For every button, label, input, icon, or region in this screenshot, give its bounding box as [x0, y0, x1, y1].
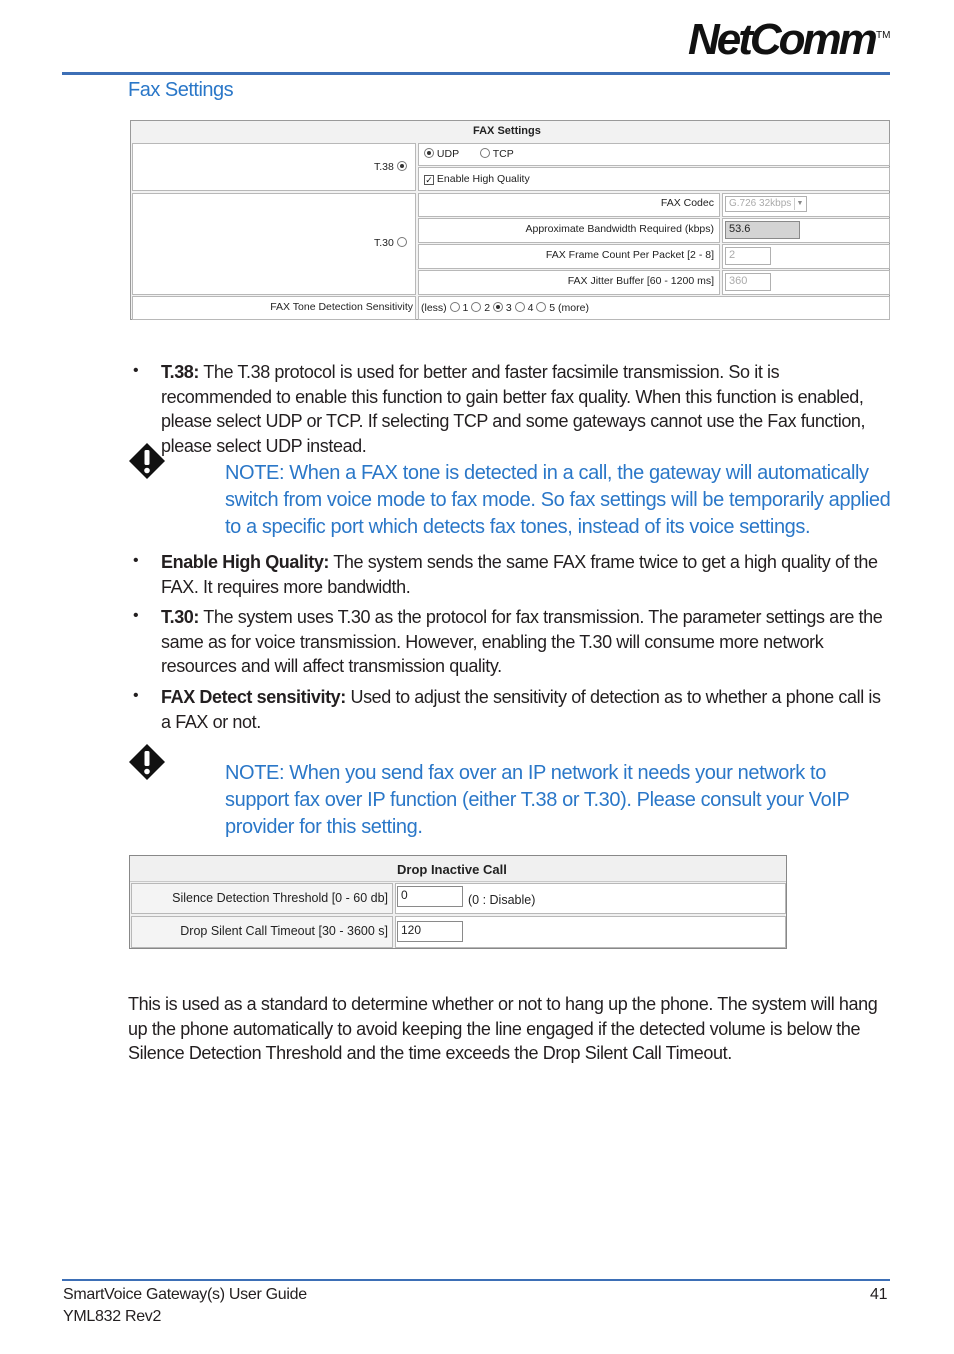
silence-label: Silence Detection Threshold [0 - 60 db]: [172, 891, 388, 905]
timeout-label: Drop Silent Call Timeout [30 - 3600 s]: [180, 924, 388, 938]
high-quality-checkbox[interactable]: ✓: [425, 175, 433, 185]
note-fax-tone: NOTE: When a FAX tone is detected in a call, the gateway will automatically switch from voice mode to fax mode. So fax settings will be temporarily applied to a specific port which detects fax tones, instead of its voice settings.: [225, 462, 891, 538]
udp-option[interactable]: [424, 148, 459, 160]
tcp-option[interactable]: [480, 148, 514, 160]
drop-inactive-call-panel: [129, 855, 787, 949]
t38-radio[interactable]: [397, 161, 407, 171]
footer-rule: [62, 1279, 890, 1281]
high-quality-option[interactable]: [424, 173, 530, 185]
frame-count-label: FAX Frame Count Per Packet [2 - 8]: [545, 249, 714, 261]
bullet-dot: •: [133, 607, 139, 624]
codec-label: FAX Codec: [660, 197, 714, 209]
high-quality-label: Enable High Quality: [436, 173, 530, 185]
section-title: Fax Settings: [128, 79, 234, 101]
tone-options: [421, 302, 589, 314]
bullet-text: The system uses T.30 as the protocol for fax transmission. The parameter settings are the same as for voice transmission. However, enabling the T.30 will consume more network resources and will affect transmission quality.: [161, 607, 883, 676]
drop-panel-divider: [130, 881, 786, 882]
tone-option-2: 2: [484, 302, 491, 314]
bullet-text: The T.38 protocol is used for better and faster facsimile transmission. So it is recommended to enable this function to gain better fax quality. When this function is enabled, please select UDP or TCP. If selecting TCP and some gateways cannot use the Fax function, please select UDP instead.: [161, 362, 866, 456]
tone-radio-2[interactable]: [471, 302, 481, 312]
bullet-text: The system sends the same FAX frame twice to get a high quality of the FAX. It requires more bandwidth.: [161, 552, 878, 597]
codec-value: G.726 32kbps: [729, 198, 792, 209]
tone-option-5: 5: [549, 302, 556, 314]
tone-less-label: (less): [421, 302, 447, 314]
tone-radio-4[interactable]: [515, 302, 525, 312]
bullet-dot: •: [133, 687, 139, 704]
drop-call-description: This is used as a standard to determine whether or not to hang up the phone. The system will hang up the phone automatically to avoid keeping the line engaged if the detected volume is below the Silence Detection Threshold and the time exceeds the Drop Silent Call Timeout.: [128, 994, 878, 1063]
silence-hint: (0 : Disable): [468, 893, 536, 907]
silent-call-timeout-input[interactable]: 120: [397, 921, 463, 942]
silence-threshold-input[interactable]: 0: [397, 886, 463, 907]
netcomm-logo: NetComm: [688, 15, 875, 64]
codec-select[interactable]: [725, 196, 807, 212]
bullet-term: T.30:: [161, 607, 200, 627]
tcp-label: TCP: [492, 148, 514, 160]
bullet-high-quality: [161, 550, 891, 599]
footer-revision: YML832 Rev2: [63, 1308, 162, 1325]
warning-icon: [128, 442, 166, 480]
bullet-dot: •: [133, 552, 139, 569]
tone-option-1: 1: [462, 302, 469, 314]
tone-radio-3[interactable]: [493, 302, 503, 312]
tone-option-4: 4: [527, 302, 534, 314]
t38-label: T.38: [374, 161, 394, 173]
udp-radio[interactable]: [424, 148, 434, 158]
page-number: 41: [870, 1286, 888, 1303]
t30-radio[interactable]: [397, 237, 407, 247]
fax-panel-title: FAX Settings: [473, 125, 541, 137]
jitter-field[interactable]: 360: [725, 273, 771, 291]
tcp-radio[interactable]: [480, 148, 490, 158]
bullet-term: T.38:: [161, 362, 200, 382]
bandwidth-label: Approximate Bandwidth Required (kbps): [525, 223, 714, 235]
warning-icon: [128, 743, 166, 781]
bandwidth-field: 53.6: [725, 221, 800, 239]
udp-label: UDP: [436, 148, 460, 160]
bullet-t30: [161, 605, 891, 679]
tone-radio-5[interactable]: [536, 302, 546, 312]
trademark: TM: [876, 30, 891, 41]
t30-label: T.30: [374, 237, 394, 249]
bullet-term: Enable High Quality:: [161, 552, 330, 572]
t38-option[interactable]: [374, 161, 407, 173]
bullet-dot: •: [133, 362, 139, 379]
jitter-label: FAX Jitter Buffer [60 - 1200 ms]: [567, 275, 714, 287]
tone-option-3: 3: [505, 302, 512, 314]
footer-guide-title: SmartVoice Gateway(s) User Guide: [63, 1286, 307, 1303]
chevron-down-icon: ▼: [794, 198, 805, 210]
bullet-text: Used to adjust the sensitivity of detection as to whether a phone call is a FAX or not.: [161, 687, 881, 732]
header-rule: [62, 72, 890, 75]
fax-settings-panel: [130, 120, 890, 320]
note-fax-over-ip: NOTE: When you send fax over an IP network it needs your network to support fax over IP function (either T.38 or T.30). Please consult your VoIP provider for this setting.: [225, 762, 850, 838]
drop-panel-title: Drop Inactive Call: [397, 862, 507, 877]
bullet-fax-detect: [161, 685, 891, 734]
tone-radio-1[interactable]: [450, 302, 460, 312]
frame-count-field[interactable]: 2: [725, 247, 771, 265]
tone-more-label: (more): [558, 302, 589, 314]
bullet-t38: [161, 360, 891, 458]
t30-option[interactable]: [374, 237, 407, 249]
tone-label: FAX Tone Detection Sensitivity: [270, 301, 413, 313]
bullet-term: FAX Detect sensitivity:: [161, 687, 346, 707]
